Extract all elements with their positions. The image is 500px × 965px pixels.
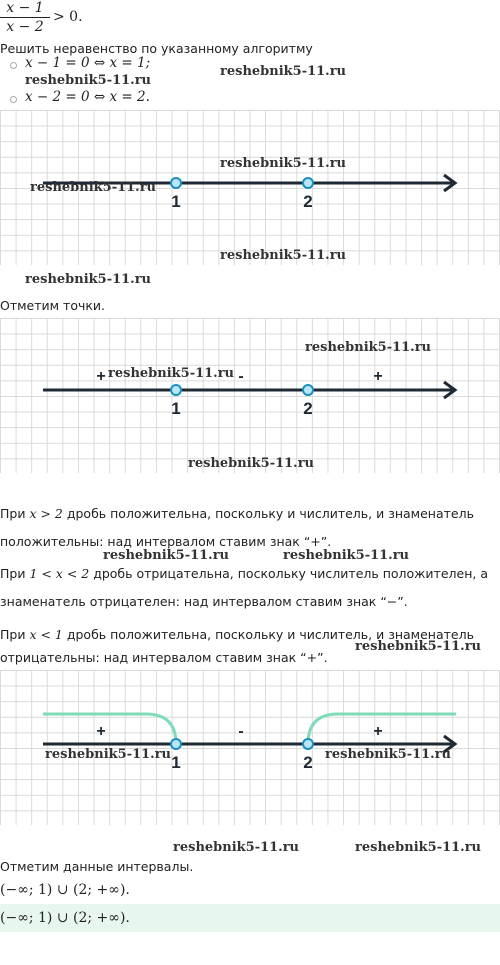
fraction-denominator: x − 2 [6,19,44,35]
caption-2: Отметим данные интервалы. [0,859,194,874]
watermark: reshebnik5-11.ru [220,64,347,79]
watermark: reshebnik5-11.ru [220,156,347,171]
watermark: reshebnik5-11.ru [283,548,410,563]
step-2: x − 2 = 0 ⇔ x = 2. [25,89,150,105]
explanation-2-line-1: При 1 < x < 2 дробь отрицательна, поскольку числитель положителен, а [0,566,488,581]
point-1-marker [171,385,181,395]
sign-middle: - [238,723,244,740]
point-2-label: 2 [303,753,313,772]
watermark: reshebnik5-11.ru [173,840,300,855]
watermark: reshebnik5-11.ru [25,73,152,88]
watermark: reshebnik5-11.ru [108,366,235,381]
point-2-label: 2 [303,399,313,418]
watermark: reshebnik5-11.ru [103,548,230,563]
point-1-marker [171,178,181,188]
point-1-marker [171,739,181,749]
watermark: reshebnik5-11.ru [188,456,315,471]
point-2-marker [303,178,313,188]
watermark: reshebnik5-11.ru [305,340,432,355]
interval-left-arc [43,714,176,744]
explanation-1-line-2: положительны: над интервалом ставим знак “+”. [0,534,332,549]
intro-text: Решить неравенство по указанному алгоритму [0,41,313,56]
problem-fraction [0,0,50,35]
watermark: reshebnik5-11.ru [25,272,152,287]
point-2-marker [303,385,313,395]
point-1-label: 1 [171,192,181,211]
fraction-bar [0,17,50,18]
explanation-2-line-2: знаменатель отрицателен: над интервалом ставим знак “−”. [0,594,408,609]
problem-relation: > 0. [53,9,83,25]
sign-left: + [96,368,106,385]
bullet-1 [10,62,17,69]
watermark: reshebnik5-11.ru [30,180,157,195]
point-2-label: 2 [303,192,313,211]
watermark: reshebnik5-11.ru [355,639,482,654]
bullet-2 [10,96,17,103]
point-1-label: 1 [171,753,181,772]
watermark: reshebnik5-11.ru [220,248,347,263]
caption-1: Отметим точки. [0,298,106,313]
explanation-3-line-1: При x < 1 дробь положительна, поскольку и числитель, и знаменатель [0,627,474,642]
explanation-1-line-1: При x > 2 дробь положительна, поскольку и числитель, и знаменатель [0,506,474,521]
sign-left: + [96,723,106,740]
sign-middle: - [238,368,244,385]
fraction-numerator: x − 1 [6,0,44,16]
result-text: (−∞; 1) ∪ (2; +∞). [0,882,130,898]
answer-text: (−∞; 1) ∪ (2; +∞). [0,910,130,926]
answer-box [0,904,500,932]
point-1-label: 1 [171,399,181,418]
watermark: reshebnik5-11.ru [325,747,452,762]
point-2-marker [303,739,313,749]
sign-right: + [373,368,383,385]
watermark: reshebnik5-11.ru [355,840,482,855]
sign-right: + [373,723,383,740]
step-1: x − 1 = 0 ⇔ x = 1; [25,55,151,71]
explanation-3-line-2: отрицательны: над интервалом ставим знак “+”. [0,650,328,665]
watermark: reshebnik5-11.ru [45,747,172,762]
